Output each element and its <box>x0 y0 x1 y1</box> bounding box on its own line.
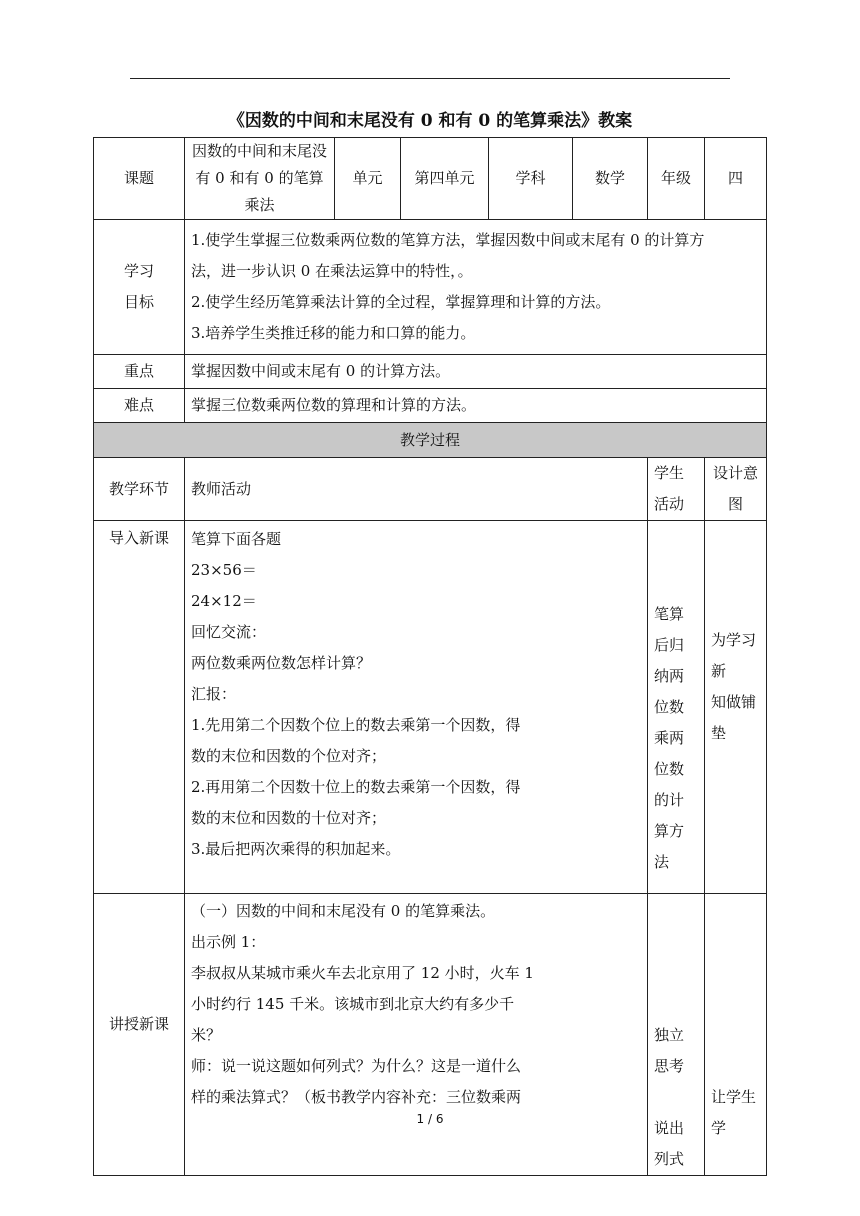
difficulty-text: 掌握三位数乘两位数的算理和计算的方法。 <box>185 389 767 423</box>
page-number: 1 / 6 <box>416 1112 444 1126</box>
subject-label: 学科 <box>489 138 573 220</box>
teach-teacher-line: 样的乘法算式？（板书教学内容补充：三位数乘两 <box>191 1088 522 1106</box>
teach-teacher-line: （一）因数的中间和末尾没有 0 的笔算乘法。 <box>191 902 496 920</box>
teach-row <box>94 894 767 1176</box>
unit-label: 单元 <box>335 138 401 220</box>
intro-teacher-line: 1.先用第二个因数个位上的数去乘第一个因数，得 <box>191 716 521 734</box>
col-teacher: 教师活动 <box>185 458 648 521</box>
key-point-row <box>94 355 767 389</box>
intro-intent: 为学习新 知做铺垫 <box>705 521 767 894</box>
intro-teacher-line: 2.再用第二个因数十位上的数去乘第一个因数，得 <box>191 778 521 796</box>
grade-value: 四 <box>705 138 767 220</box>
process-header-row <box>94 423 767 458</box>
teach-stage: 讲授新课 <box>94 894 185 1176</box>
difficulty-label: 难点 <box>94 389 185 423</box>
intro-stage: 导入新课 <box>94 521 185 894</box>
intro-teacher-line: 数的末位和因数的十位对齐； <box>191 809 387 827</box>
intro-teacher-line: 回忆交流： <box>191 623 267 641</box>
document-title: 《因数的中间和末尾没有 0 和有 0 的笔算乘法》教案 <box>227 111 633 131</box>
subject-value: 数学 <box>573 138 648 220</box>
header-rule <box>130 78 730 79</box>
objectives-row <box>94 220 767 355</box>
col-student: 学生活动 <box>648 458 705 521</box>
key-point-text: 掌握因数中间或末尾有 0 的计算方法。 <box>185 355 767 389</box>
lesson-value: 因数的中间和末尾没 有 0 和有 0 的笔算乘法 <box>185 138 335 220</box>
intro-teacher-line: 汇报： <box>191 685 237 703</box>
intro-teacher <box>185 521 648 894</box>
key-point-label: 重点 <box>94 355 185 389</box>
info-row <box>94 138 767 220</box>
grade-label: 年级 <box>648 138 705 220</box>
intro-teacher-line: 3.最后把两次乘得的积加起来。 <box>191 840 401 858</box>
unit-value: 第四单元 <box>401 138 489 220</box>
intro-teacher-line: 两位数乘两位数怎样计算？ <box>191 654 372 672</box>
lesson-label: 课题 <box>94 138 185 220</box>
teach-intent: 让学生学 <box>705 894 767 1176</box>
col-intent: 设计意图 <box>705 458 767 521</box>
intro-teacher-line: 数的末位和因数的个位对齐； <box>191 747 387 765</box>
teach-teacher-line: 师：说一说这题如何列式？为什么？这是一道什么 <box>191 1057 522 1075</box>
objectives-label: 学习 目标 <box>94 220 185 355</box>
teach-teacher-line: 出示例 1： <box>191 933 266 951</box>
intro-row <box>94 521 767 894</box>
teach-student: 独立思考 说出列式 <box>648 894 705 1176</box>
lesson-plan-table <box>93 137 767 1176</box>
intro-teacher-line: 23×56＝ <box>191 561 257 579</box>
process-header: 教学过程 <box>94 423 767 458</box>
intro-teacher-line: 24×12＝ <box>191 592 257 610</box>
objectives-text: 1.使学生掌握三位数乘两位数的笔算方法，掌握因数中间或末尾有 0 的计算方 法，进一步认识 0 在乘法运算中的特性，。 2.使学生经历笔算乘法计算的全过程，掌握算理和计算的方法。 3.培养学生类推迁移的能力和口算的能力。 <box>185 220 767 355</box>
difficulty-row <box>94 389 767 423</box>
teach-teacher-line: 米？ <box>191 1026 222 1044</box>
teach-teacher <box>185 894 648 1176</box>
column-header-row <box>94 458 767 521</box>
teach-teacher-line: 李叔叔从某城市乘火车去北京用了 12 小时，火车 1 <box>191 964 534 982</box>
intro-teacher-line: 笔算下面各题 <box>191 530 282 548</box>
col-stage: 教学环节 <box>94 458 185 521</box>
teach-teacher-line: 小时约行 145 千米。该城市到北京大约有多少千 <box>191 995 515 1013</box>
intro-student: 笔算后归 纳两位数 乘两位数 的计算方 法 <box>648 521 705 894</box>
